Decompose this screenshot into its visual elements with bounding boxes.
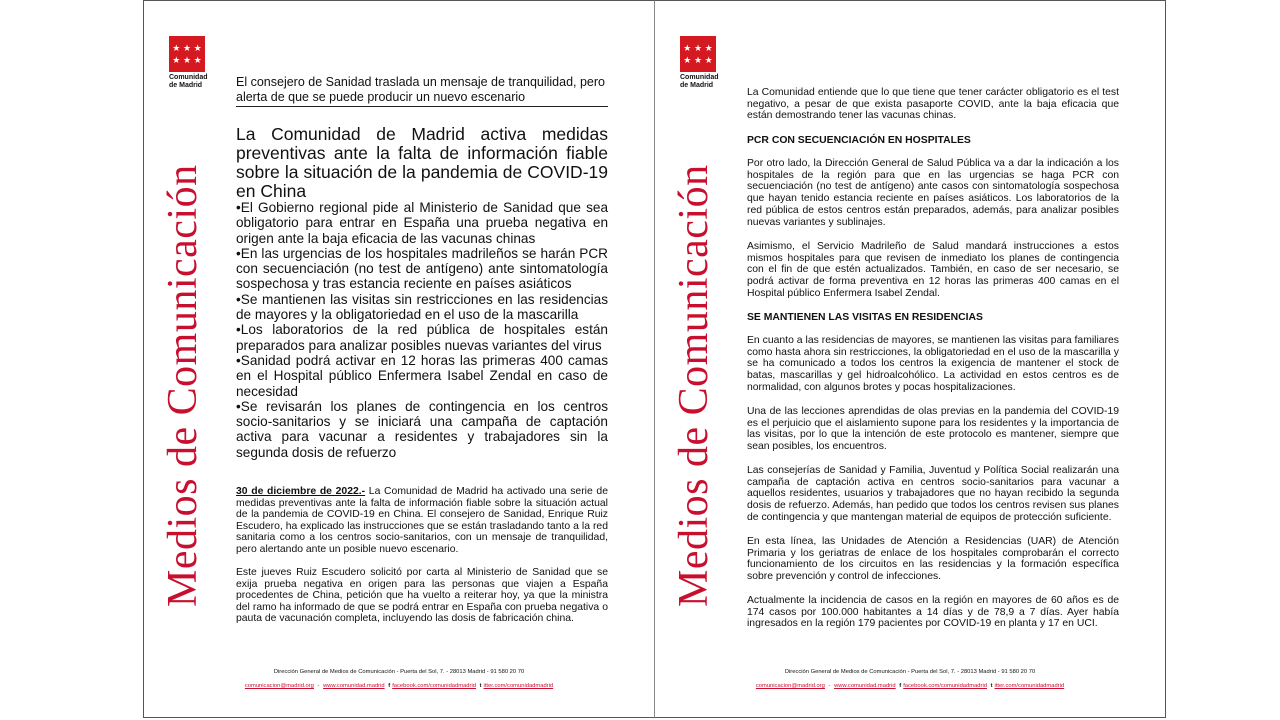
- comunidad-madrid-logo: [169, 36, 215, 90]
- body-paragraph: Por otro lado, la Dirección General de Salud Pública va a dar la indicación a los hospitales de la región para que en las urgencias se haga PCR con secuenciación (no test de antígeno) ante casos con sintomatología sospechosa que hayan tenido estancia reciente en países asiáticos. Los laboratorios de la red pública de estos centros están preparados, además, para analizar posibles nuevas variantes y sublinajes.: [747, 158, 1119, 228]
- dateline: 30 de diciembre de 2022.-: [236, 486, 366, 497]
- body-paragraph: La Comunidad entiende que lo que tiene que tener carácter obligatorio es el test negativo, a pesar de que exista pasaporte COVID, ante la baja eficacia que están demostrando tener las vacunas chinas.: [747, 87, 1119, 122]
- madrid-flag-icon: ★ ★ ★ ★ ★ ★: [169, 36, 205, 72]
- key-points-list: [236, 200, 608, 460]
- sidebar-title-text: Medios de Comunicación: [160, 164, 206, 607]
- key-point: • Los laboratorios de la red pública de hospitales están preparados para analizar posibles nuevas variantes del virus: [236, 322, 608, 353]
- twitter-link[interactable]: itter.com/comunidadmadrid: [994, 683, 1065, 689]
- facebook-icon: f: [388, 683, 391, 689]
- section-heading: PCR CON SECUENCIACIÓN EN HOSPITALES: [747, 135, 971, 146]
- intro-text: La Comunidad de Madrid ha activado una serie de medidas preventivas ante la falta de información fiable sobre la situación actual de la pandemia de COVID-19 en China. El consejero de Sanidad, Enrique Ruiz Escudero, ha explicado las instrucciones que se están trasladando tanto a la red sanitaria como a los centros socio-sanitarios, con un mensaje de tranquilidad, pero alertando ante un posible nuevo escenario.: [236, 486, 608, 555]
- email-link[interactable]: comunicacion@madrid.org: [755, 683, 825, 689]
- press-release-page-1: [143, 0, 655, 718]
- facebook-icon: f: [899, 683, 902, 689]
- body-paragraph: Este jueves Ruiz Escudero solicitó por carta al Ministerio de Sanidad que se exija prueba negativa en origen para las personas que viajen a España procedentes de China, petición que ha vuelto a reiterar hoy, ya que la ministra del ramo ha informado de que se podrá entrar en España con prueba negativa o pauta de vacunación completa, incluyendo las dosis de fabricación china.: [236, 567, 608, 625]
- web-link[interactable]: www.comunidad.madrid: [323, 683, 385, 689]
- footer-links: comunicacion@madrid.org - www.comunidad.madrid f facebook.com/comunidadmadrid t itter.com/comunidadmadrid: [244, 683, 554, 689]
- key-point: • El Gobierno regional pide al Ministerio de Sanidad que sea obligatorio para entrar en España una prueba negativa en origen ante la baja eficacia de las vacunas chinas: [236, 200, 608, 246]
- logo-text: [680, 74, 726, 90]
- body-paragraph: En esta línea, las Unidades de Atención a Residencias (UAR) de Atención Primaria y los geriatras de enlace de los hospitales comprobarán el correcto funcionamiento de los circuitos en las residencias y la formación específica sobre prevención y control de infecciones.: [747, 536, 1119, 583]
- footer-address: Dirección General de Medios de Comunicación - Puerta del Sol, 7. - 28013 Madrid - 91 580 20 70: [784, 669, 1036, 675]
- key-point: • Se revisarán los planes de contingencia en los centros socio-sanitarios y se iniciará una campaña de captación activa para vacunar a residentes y trabajadores sin la segunda dosis de refuerzo: [236, 399, 608, 460]
- logo-line-2: de Madrid: [169, 82, 203, 89]
- facebook-link[interactable]: facebook.com/comunidadmadrid: [903, 683, 987, 689]
- intro-paragraph: [236, 486, 608, 556]
- logo-line-2: de Madrid: [680, 82, 714, 89]
- facebook-link[interactable]: facebook.com/comunidadmadrid: [392, 683, 476, 689]
- body-paragraph: Las consejerías de Sanidad y Familia, Juventud y Política Social realizarán una campaña de captación activa en centros socio-sanitarios para vacunar a aquellos residentes, usuarios y trabajadores que no hayan recibido la segunda dosis de refuerzo. Además, han pedido que todos los centros revisen sus planes de contingencia y que mantengan material de equipos de protección suficiente.: [747, 465, 1119, 523]
- logo-text: [169, 74, 215, 90]
- logo-line-1: Comunidad: [169, 74, 208, 81]
- key-point: • Sanidad podrá activar en 12 horas las primeras 400 camas en el Hospital público Enfermera Isabel Zendal en caso de necesidad: [236, 353, 608, 399]
- press-release-page-2: [654, 0, 1166, 718]
- key-point: • Se mantienen las visitas sin restricciones en las residencias de mayores y la obligatoriedad en el uso de la mascarilla: [236, 292, 608, 323]
- body-paragraph: Actualmente la incidencia de casos en la región en mayores de 60 años es de 174 casos por 100.000 habitantes a 14 días y de 78,9 a 7 días. Ayer había ingresados en la región 179 pacientes por COVID-19 en planta y 17 en UCI.: [747, 595, 1119, 630]
- comunidad-madrid-logo: [680, 36, 726, 90]
- twitter-icon: t: [479, 683, 482, 689]
- body-paragraph: Una de las lecciones aprendidas de olas previas en la pandemia del COVID-19 es el perjuicio que el aislamiento supone para los residentes y la importancia de las visitas, por lo que la intención de este protocolo es mantener, siempre que sean posibles, los encuentros.: [747, 406, 1119, 453]
- headline: La Comunidad de Madrid activa medidas preventivas ante la falta de información fiable sobre la situación de la pandemia de COVID-19 en China: [236, 124, 608, 201]
- section-heading: SE MANTIENEN LAS VISITAS EN RESIDENCIAS: [747, 312, 983, 323]
- logo-line-1: Comunidad: [680, 74, 719, 81]
- email-link[interactable]: comunicacion@madrid.org: [244, 683, 314, 689]
- web-link[interactable]: www.comunidad.madrid: [834, 683, 896, 689]
- footer-address: Dirección General de Medios de Comunicación - Puerta del Sol, 7. - 28013 Madrid - 91 580 20 70: [273, 669, 525, 675]
- twitter-link[interactable]: itter.com/comunidadmadrid: [483, 683, 554, 689]
- body-paragraph: Asimismo, el Servicio Madrileño de Salud mandará instrucciones a estos mismos hospitales para que revisen de inmediato los planes de contingencia con el fin de que estén actualizados. También, en caso de ser necesario, se podrá activar de forma preventiva en 12 horas las primeras 400 camas en el Hospital público Enfermera Isabel Zendal.: [747, 241, 1119, 299]
- lead-subtitle: El consejero de Sanidad traslada un mensaje de tranquilidad, pero alerta de que se puede producir un nuevo escenario: [236, 75, 608, 107]
- twitter-icon: t: [990, 683, 993, 689]
- madrid-flag-icon: ★ ★ ★ ★ ★ ★: [680, 36, 716, 72]
- body-paragraph: En cuanto a las residencias de mayores, se mantienen las visitas para familiares como hasta ahora sin restricciones, la obligatoriedad en el uso de la mascarilla y se ha comunicado a todos los centros la exigencia de mantener el stock de batas, mascarillas y gel hidroalcohólico. La actividad en estos centros es de normalidad, con algunos brotes y pocas hospitalizaciones.: [747, 335, 1119, 393]
- footer-links: comunicacion@madrid.org - www.comunidad.madrid f facebook.com/comunidadmadrid t itter.com/comunidadmadrid: [755, 683, 1065, 689]
- sidebar-title-text: Medios de Comunicación: [671, 164, 717, 607]
- key-point: • En las urgencias de los hospitales madrileños se harán PCR con secuenciación (no test de antígeno) ante sintomatología sospechosa y tras estancia reciente en países asiáticos: [236, 246, 608, 292]
